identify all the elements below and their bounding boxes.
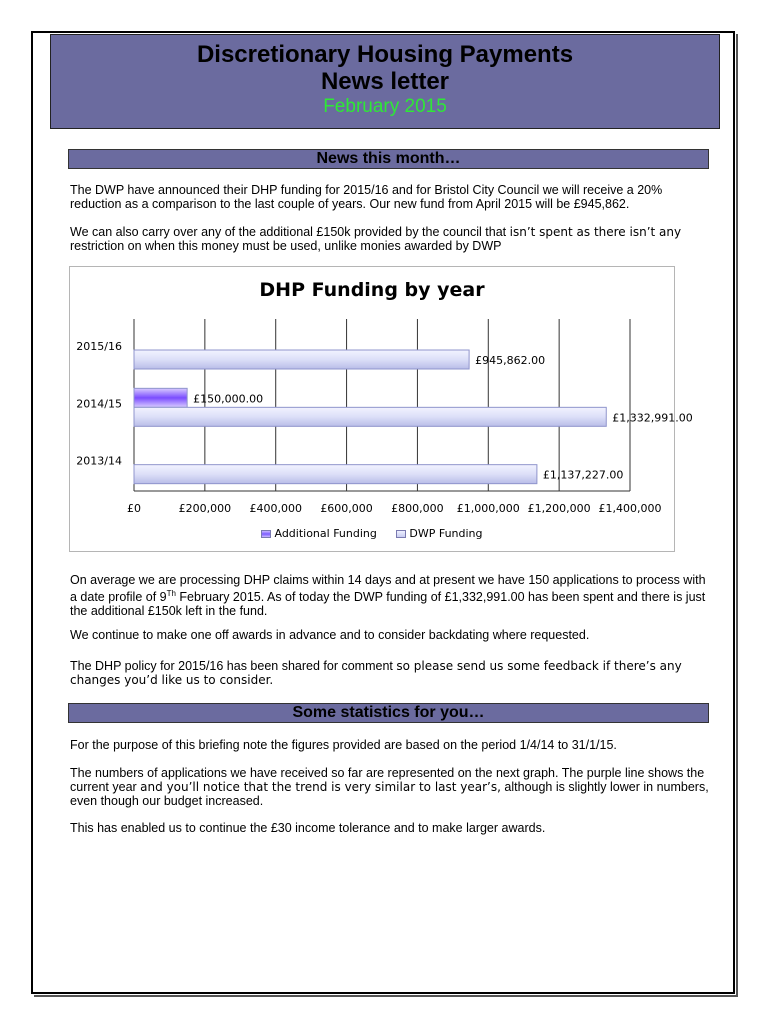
x-tick-label-7: £1,400,000 xyxy=(598,502,662,515)
news-paragraph-1: The DWP have announced their DHP funding for 2015/16 and for Bristol City Council we will receive a 20% reduction as a comparison to the last couple of years. Our new fund from April 2015 will be £945,862. xyxy=(70,183,663,211)
data-label-dwp-0: £945,862.00 xyxy=(475,354,546,367)
x-tick-label-5: £1,000,000 xyxy=(456,502,520,515)
bar-dwp-1 xyxy=(134,407,606,426)
news-paragraph-2-part-1: We can also carry over any of the additional £150k provided by the council that xyxy=(70,225,510,239)
news-paragraph-4: We continue to make one off awards in advance and to consider backdating where requested. xyxy=(70,628,590,642)
bar-dwp-2 xyxy=(134,465,537,484)
category-label-0: 2015/16 xyxy=(76,340,122,353)
legend-item-additional xyxy=(261,527,376,540)
masthead-title-line1: Discretionary Housing Payments xyxy=(196,41,574,68)
news-paragraph-3-superscript: Th xyxy=(166,589,176,598)
bar-additional-1 xyxy=(134,388,187,407)
x-tick-label-4: £800,000 xyxy=(391,502,444,515)
chart-legend xyxy=(70,527,674,540)
data-label-additional-1: £150,000.00 xyxy=(193,392,264,406)
news-paragraph-2-part-3: restriction on when this money must be used, unlike monies awarded by DWP xyxy=(70,239,502,253)
news-paragraph-2 xyxy=(70,225,710,253)
section-heading-news: News this month… xyxy=(68,149,709,169)
x-tick-label-0: £0 xyxy=(127,502,141,515)
stats-paragraph-2-part-2: and you’ll notice that the trend is very similar to last year’s, xyxy=(140,780,501,794)
x-tick-label-1: £200,000 xyxy=(178,502,232,515)
legend-swatch-additional xyxy=(261,530,271,538)
stats-paragraph-2-part-1: The numbers of applications we have received so far are represented on the next graph. The purple line shows the current year xyxy=(70,766,705,794)
masthead-title-line2: News letter xyxy=(320,68,450,95)
news-paragraph-5-part-1: The DHP policy for 2015/16 has been shared for comment xyxy=(70,659,397,673)
legend-swatch-dwp xyxy=(396,530,406,538)
x-tick-label-2: £400,000 xyxy=(249,502,302,515)
stats-paragraph-2-part-3: although is slightly lower in numbers, even though our budget increased. xyxy=(70,780,709,808)
bar-dwp-0 xyxy=(134,350,469,369)
masthead-banner xyxy=(50,34,720,129)
funding-chart xyxy=(69,266,693,552)
chart-plot xyxy=(70,267,693,551)
data-label-dwp-1: £1,332,991.00 xyxy=(612,411,693,425)
category-label-1: 2014/15 xyxy=(76,397,122,411)
stats-paragraph-3: This has enabled us to continue the £30 income tolerance and to make larger awards. xyxy=(70,821,546,835)
news-paragraph-3-part-2: February 2015. As of today the DWP funding of £1,332,991.00 has been spent and there is just the additional £150k left in the fund. xyxy=(70,590,706,619)
x-tick-label-3: £600,000 xyxy=(320,502,373,515)
news-paragraph-3-part-1: On average we are processing DHP claims within 14 days and at present we have 150 applications to process with a date profile of 9 xyxy=(70,573,706,605)
news-paragraph-2-part-2: isn’t spent as there isn’t any xyxy=(509,225,682,239)
stats-paragraph-2 xyxy=(70,766,710,808)
stats-paragraph-1: For the purpose of this briefing note the figures provided are based on the period 1/4/14 to 31/1/15. xyxy=(70,738,617,752)
news-paragraph-5-part-2: so please send us some feedback if there’s any changes you’d like us to consider. xyxy=(70,659,682,687)
news-paragraph-3 xyxy=(70,573,710,618)
legend-label-additional: Additional Funding xyxy=(274,527,377,540)
x-tick-label-6: £1,200,000 xyxy=(527,502,591,515)
section-heading-stats: Some statistics for you… xyxy=(68,703,709,723)
data-label-dwp-2: £1,137,227.00 xyxy=(542,468,624,482)
news-paragraph-5 xyxy=(70,659,710,687)
category-label-2: 2013/14 xyxy=(76,454,122,468)
chart-title: DHP Funding by year xyxy=(259,279,485,301)
legend-item-dwp xyxy=(396,527,482,540)
legend-label-dwp: DWP Funding xyxy=(409,527,483,540)
masthead-date: February 2015 xyxy=(323,96,447,117)
